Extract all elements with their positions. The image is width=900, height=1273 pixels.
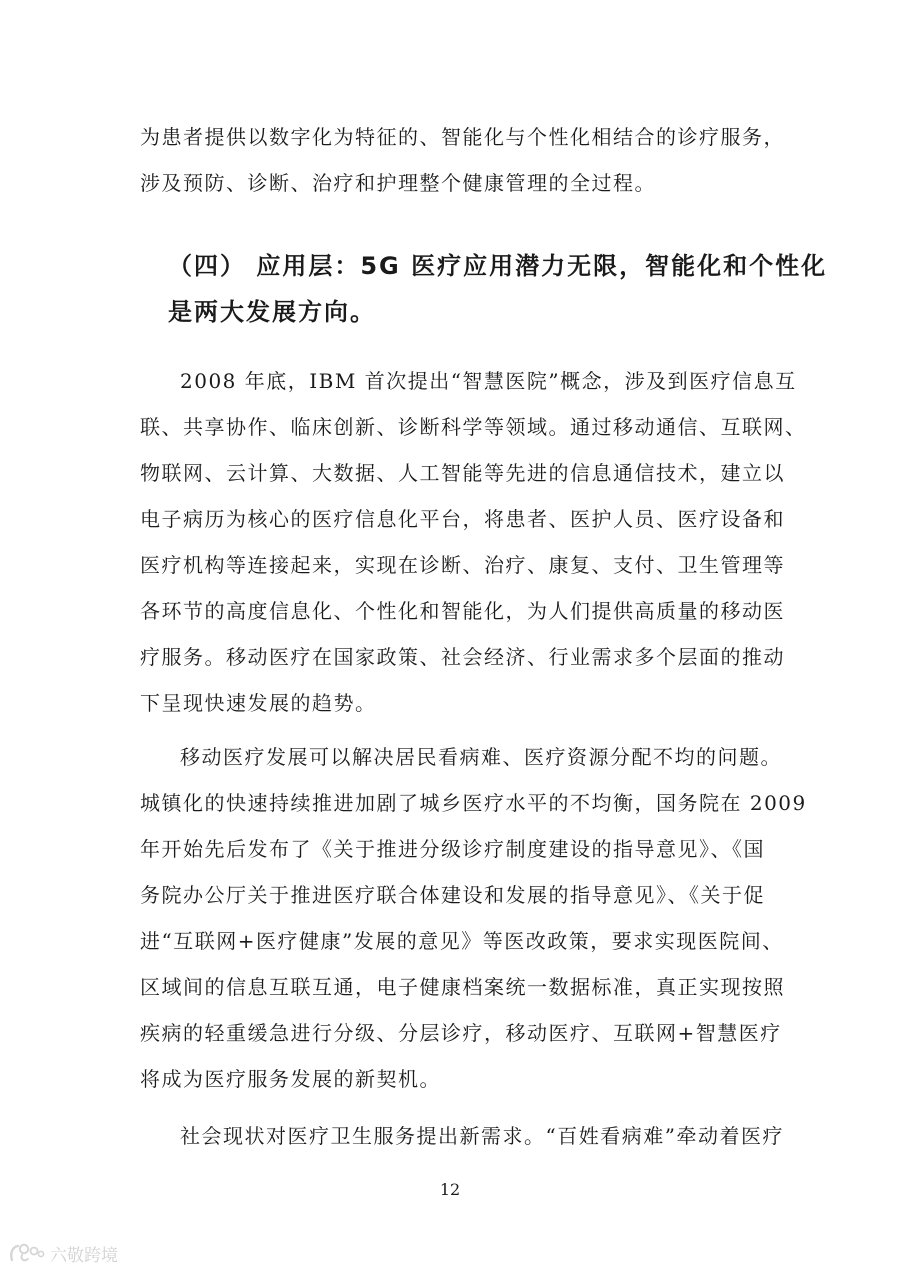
paragraph-line: 区域间的信息互联互通，电子健康档案统一数据标准，真正实现按照	[140, 975, 785, 999]
paragraph-line: 年开始先后发布了《关于推进分级诊疗制度建设的指导意见》、《国	[140, 837, 765, 861]
paragraph-line: 城镇化的快速持续推进加剧了城乡医疗水平的不均衡，国务院在 2009	[140, 791, 807, 815]
paragraph-line: 医疗机构等连接起来，实现在诊断、治疗、康复、支付、卫生管理等	[140, 553, 785, 577]
intro-line: 涉及预防、诊断、治疗和护理整个健康管理的全过程。	[140, 171, 656, 195]
section-heading: 是两大发展方向。	[168, 298, 376, 326]
paragraph-line: 疾病的轻重缓急进行分级、分层诊疗，移动医疗、互联网+智慧医疗	[140, 1021, 782, 1045]
paragraph-line: 移动医疗发展可以解决居民看病难、医疗资源分配不均的问题。	[180, 745, 782, 769]
paragraph-line: 物联网、云计算、大数据、人工智能等先进的信息通信技术，建立以	[140, 461, 785, 485]
paragraph-line: 下呈现快速发展的趋势。	[140, 691, 377, 715]
watermark-text: 六敬跨境	[50, 1245, 118, 1266]
paragraph-line: 务院办公厅关于推进医疗联合体建设和发展的指导意见》、《关于促	[140, 883, 765, 907]
paragraph-line: 各环节的高度信息化、个性化和智能化，为人们提供高质量的移动医	[140, 599, 785, 623]
paragraph-line: 电子病历为核心的医疗信息化平台，将患者、医护人员、医疗设备和	[140, 507, 785, 531]
paragraph-line: 联、共享协作、临床创新、诊断科学等领域。通过移动通信、互联网、	[140, 415, 807, 439]
section-heading: （四） 应用层：5G 医疗应用潜力无限，智能化和个性化	[168, 252, 828, 280]
watermark	[8, 1240, 118, 1266]
paragraph-line: 疗服务。移动医疗在国家政策、社会经济、行业需求多个层面的推动	[140, 645, 785, 669]
paragraph-line: 进“互联网+医疗健康”发展的意见》等医改政策，要求实现医院间、	[140, 929, 784, 953]
paragraph-line: 将成为医疗服务发展的新契机。	[140, 1067, 441, 1091]
paragraph-line: 社会现状对医疗卫生服务提出新需求。“百姓看病难”牵动着医疗	[180, 1124, 784, 1148]
paragraph-line: 2008 年底，IBM 首次提出“智慧医院”概念，涉及到医疗信息互	[180, 369, 797, 393]
logo-icon	[8, 1242, 46, 1264]
intro-line: 为患者提供以数字化为特征的、智能化与个性化相结合的诊疗服务，	[140, 125, 785, 149]
page-number: 12	[439, 1180, 461, 1199]
